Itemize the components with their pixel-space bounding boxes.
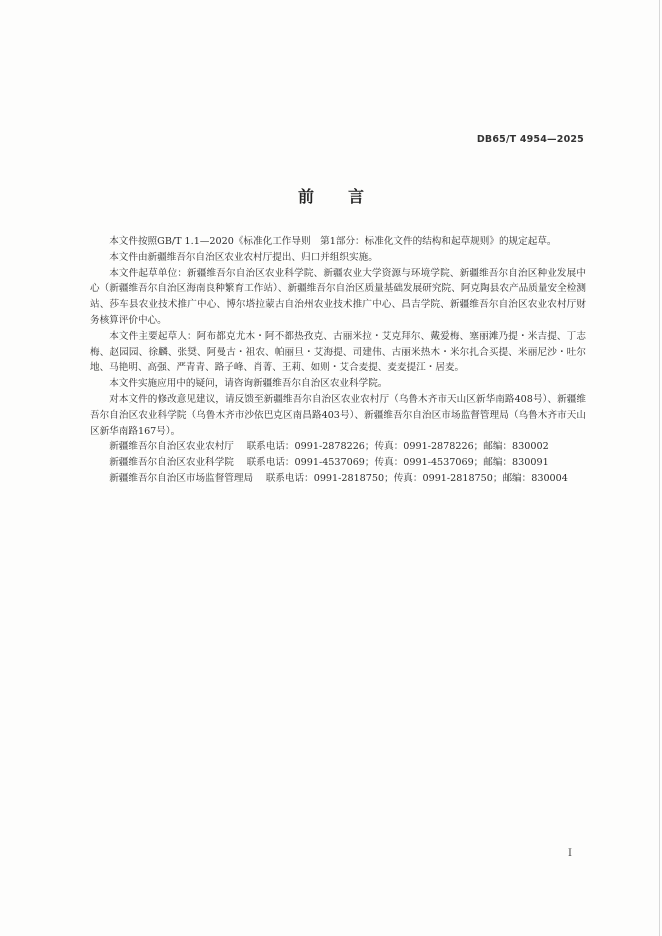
contact-phone: 联系电话：0991-4537069； bbox=[246, 457, 375, 469]
contact-phone: 联系电话：0991-2878226； bbox=[246, 441, 375, 453]
contact-line bbox=[90, 471, 586, 487]
paragraph-proposer: 本文件由新疆维吾尔自治区农业农村厅提出、归口并组织实施。 bbox=[109, 251, 378, 263]
contact-line bbox=[90, 439, 586, 455]
contact-fax: 传真：0991-4537069； bbox=[374, 457, 484, 469]
contact-fax: 传真：0991-2878226； bbox=[374, 441, 484, 453]
scan-edge-line bbox=[659, 0, 660, 936]
paragraph-drafting-rules: 本文件按照GB/T 1.1—2020《标准化工作导则 第1部分：标准化文件的结构和起草规则》的规定起草。 bbox=[109, 236, 557, 247]
contact-line bbox=[90, 455, 586, 471]
paragraph-drafters: 本文件主要起草人：阿布都克尤木・阿不都热孜克、古丽米拉・艾克拜尔、戴爱梅、塞丽滩乃提・米吉提、丁志梅、赵园园、徐麟、张奨、阿曼古・祖农、帕丽旦・艾海提、司建伟、古丽米热木・米尔扎合买提、米丽尼沙・吐尔地、马艳明、高强、严青青、路子峰、肖菁、王莉、如则・艾合麦提、麦麦提江・居麦。 bbox=[90, 330, 586, 374]
paragraph-feedback: 对本文件的修改意见建议，请反馈至新疆维吾尔自治区农业农村厅（乌鲁木齐市天山区新华南路408号）、新疆维吾尔自治区农业科学院（乌鲁木齐市沙依巴克区南昌路403号）、新疆维吾尔自治区市场监督管理局（乌鲁木齐市天山区新华南路167号）。 bbox=[90, 393, 586, 437]
contact-postcode: 邮编：830002 bbox=[483, 441, 549, 453]
contact-org: 新疆维吾尔自治区农业科学院 bbox=[109, 457, 234, 469]
paragraph-drafting-units: 本文件起草单位：新疆维吾尔自治区农业科学院、新疆农业大学资源与环境学院、新疆维吾尔自治区种业发展中心（新疆维吾尔自治区海南良种繁育工作站）、新疆维吾尔自治区质量基础发展研究院、阿克陶县农产品质量安全检测站、莎车县农业技术推广中心、博尔塔拉蒙古自治州农业技术推广中心、昌吉学院、新疆维吾尔自治区农业农村厅财务核算评价中心。 bbox=[90, 267, 586, 326]
contact-postcode: 邮编：830004 bbox=[502, 472, 568, 484]
page-title: 前言 bbox=[297, 187, 398, 206]
contact-postcode: 邮编：830091 bbox=[483, 457, 549, 469]
contact-fax: 传真：0991-2818750； bbox=[393, 472, 503, 484]
paragraph-inquiries: 本文件实施应用中的疑问，请咨询新疆维吾尔自治区农业科学院。 bbox=[109, 378, 388, 390]
contact-phone: 联系电话：0991-2818750； bbox=[265, 472, 394, 484]
contact-org: 新疆维吾尔自治区市场监督管理局 bbox=[109, 472, 254, 484]
page-number: I bbox=[568, 848, 572, 859]
contact-org: 新疆维吾尔自治区农业农村厅 bbox=[109, 441, 234, 453]
standard-number: DB65/T 4954—2025 bbox=[476, 134, 584, 145]
foreword-body bbox=[90, 234, 586, 487]
